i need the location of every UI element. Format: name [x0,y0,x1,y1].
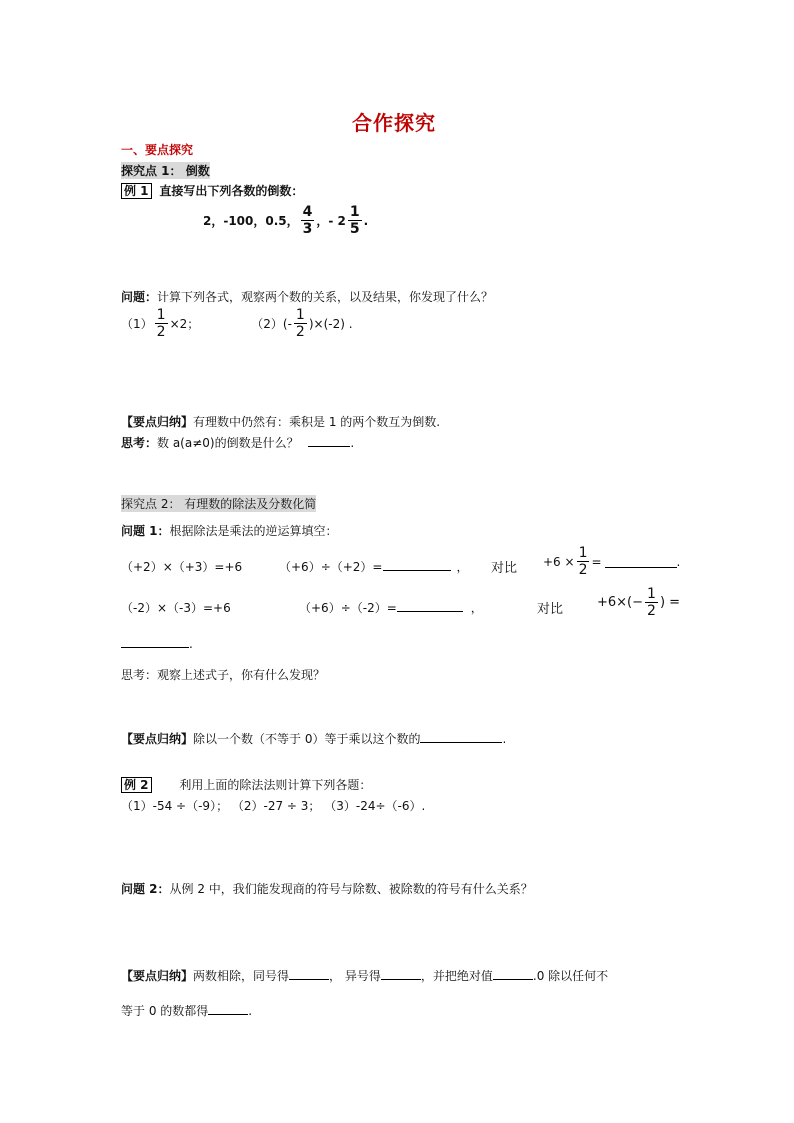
item-2-tail: )×(-2) . [308,316,353,331]
section-heading: 一、要点探究 [121,143,194,157]
fraction-4-3 [301,204,315,237]
fraction-numerator: 1 [647,586,656,602]
item-1-label: （1） [121,317,153,331]
summary-text: 有理数中仍然有：乘积是 1 的两个数互为倒数. [193,415,441,429]
division-text: （+6）÷（-2）= [299,601,397,615]
summary-text-4: .0 除以任何不 [532,969,609,983]
compare-label: 对比 [491,561,518,576]
question-2-text: 从例 2 中，我们能发现商的符号与除数、被除数的符号有什么关系？ [169,882,533,896]
fraction-denominator: 2 [647,603,656,619]
answer-blank[interactable] [381,967,421,980]
answer-blank[interactable] [308,434,350,447]
question-2 [121,880,533,897]
fraction-numerator: 1 [156,307,166,323]
fraction-denominator: 2 [156,324,166,340]
row-2-answer [121,635,193,651]
example-1-text: 直接写出下列各数的倒数： [159,184,304,198]
separator-text: ，- 2 [316,214,346,228]
summary-label: 【要点归纳】 [121,969,194,983]
example-1 [121,182,303,199]
answer-blank[interactable] [121,635,189,648]
comma: ， [456,560,469,574]
answer-blank[interactable] [208,1002,248,1015]
fraction-1-5 [348,204,362,237]
fraction-denominator: 3 [302,221,313,237]
think-1 [121,434,354,451]
row-2-b [299,599,483,616]
fraction-numerator: 1 [295,307,305,323]
number-list: 2，-100，0.5， [203,214,299,228]
summary-text: 除以一个数（不等于 0）等于乘以这个数的 [193,732,421,746]
question-label: 问题： [121,290,158,304]
question-line [121,288,493,305]
think-2: 思考：观察上述式子，你有什么发现？ [121,668,326,682]
end-mark: . [350,436,355,450]
comma: ， [470,601,483,615]
end-mark: . [502,732,507,746]
fraction-numerator: 1 [349,204,360,220]
summary-3-line-2 [121,1002,252,1019]
example-2-items: （1）-54 ÷（-9）； （2）-27 ÷ 3； （3）-24÷（-6）. [121,799,426,813]
answer-blank[interactable] [289,967,329,980]
fraction-1-2 [645,586,658,619]
example-1-numbers [203,204,368,237]
item-2-label: （2）(- [251,317,292,331]
multiply-text: +6 × [543,554,575,569]
answer-blank[interactable] [605,555,677,568]
answer-blank[interactable] [383,558,451,571]
row-1-b [279,558,469,575]
summary-label: 【要点归纳】 [121,732,194,746]
summary-text-5: 等于 0 的数都得 [121,1004,209,1018]
fraction-numerator: 1 [578,545,588,561]
answer-blank[interactable] [420,730,502,743]
item-1-tail: ×2； [169,317,200,331]
equals-sign: ) = [659,595,681,610]
summary-label: 【要点归纳】 [121,415,194,429]
fraction-1-2 [155,307,168,340]
fraction-denominator: 5 [349,221,360,237]
summary-text-3: ，并把绝对值 [420,969,493,983]
row-1-c [543,545,680,578]
think-label: 思考： [121,436,158,450]
summary-1 [121,413,440,430]
summary-text-1: 两数相除，同号得 [193,969,290,983]
point-1-heading: 探究点 1： 倒数 [121,164,210,178]
fraction-numerator: 4 [302,204,313,220]
end-mark: . [248,1004,253,1018]
summary-text-2: ， 异号得 [329,969,381,983]
compare-label: 对比 [537,602,564,617]
answer-blank[interactable] [397,599,463,612]
end-mark: . [676,554,681,569]
question-1-text: 根据除法是乘法的逆运算填空： [169,524,338,538]
equals-sign: = [591,554,602,569]
example-2-tag: 例 2 [121,777,152,793]
point-2-heading: 探究点 2： 有理数的除法及分数化简 [121,497,317,511]
division-text: （+6）÷（+2）= [279,560,383,574]
think-text: 数 a(a≠0)的倒数是什么？ [157,436,299,450]
row-1-a: （+2）×（+3）=+6 [121,560,243,574]
summary-3-line-1 [121,967,608,984]
summary-2 [121,730,506,747]
fraction-denominator: 2 [578,562,588,578]
end-mark: . [189,637,193,651]
page-title: 合作探究 [352,111,436,135]
example-2-text: 利用上面的除法法则计算下列各题： [179,778,372,792]
question-2-label: 问题 2： [121,882,170,896]
question-1-label: 问题 1： [121,524,170,538]
end-mark: . [363,213,369,228]
example-2 [121,776,371,793]
answer-blank[interactable] [493,967,533,980]
example-1-tag: 例 1 [121,183,152,199]
question-1-line [121,522,338,539]
question-text: 计算下列各式，观察两个数的关系，以及结果，你发现了什么？ [157,290,494,304]
multiply-text: +6×(− [597,595,644,610]
fraction-1-2 [577,545,590,578]
fraction-denominator: 2 [295,324,305,340]
row-2-a: （-2）×（-3）=+6 [121,601,231,615]
row-2-c [597,586,680,619]
fraction-1-2 [294,307,307,340]
question-items [121,307,353,340]
